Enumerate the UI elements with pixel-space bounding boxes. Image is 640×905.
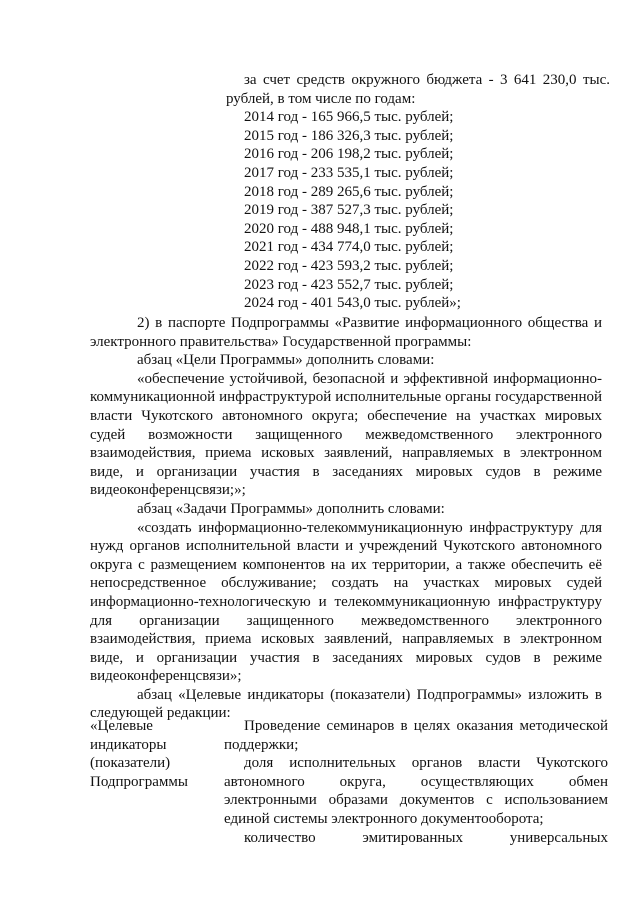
paragraph-subprogram-passport: 2) в паспорте Подпрограммы «Развитие информационного общества и электронного правительства» Государственной программы: [90, 315, 602, 350]
indicators-label-cell [90, 717, 224, 847]
budget-year-item: 2016 год - 206 198,2 тыс. рублей; [244, 146, 454, 163]
paragraph-goals-text: «обеспечение устойчивой, безопасной и эффективной информационно-коммуникационной инфраструктурой исполнительные органы государственной власти Чукотского автономного округа; обеспечение на участках мировых судей возможности защищенного межведомственного электронного взаимодействия, приема исковых заявлений, направляемых в электронном виде, и организации участия в заседаниях мировых судов в режиме видеоконференцсвязи;»; [90, 370, 602, 499]
indicator-item: Проведение семинаров в целях оказания методической поддержки; [224, 718, 608, 753]
budget-year-item: 2024 год - 401 543,0 тыс. рублей»; [244, 295, 461, 312]
budget-block [226, 71, 610, 313]
paragraph-tasks-text: «создать информационно-телекоммуникационную инфраструктуру для нужд органов исполнительной власти и учреждений Чукотского автономного округа с размещением компонентов на их территории, а также обеспечить её непосредственное обслуживание; создать на участках мировых судей информационно-технологическую и телекоммуникационную инфраструктуру для организации защищенного межведомственного электронного взаимодействия, приема исковых заявлений, направляемых в электронном виде, и организации участия в заседаниях мировых судов в режиме видеоконференцсвязи»; [90, 519, 602, 685]
indicators-table [90, 717, 610, 847]
budget-year-item: 2015 год - 186 326,3 тыс. рублей; [244, 127, 454, 144]
budget-year-item: 2021 год - 434 774,0 тыс. рублей; [244, 239, 454, 256]
indicator-item: доля исполнительных органов власти Чукотского автономного округа, осуществляющих обмен электронными образами документов с использованием единой системы электронного документооборота; [224, 755, 608, 827]
budget-year-item: 2023 год - 423 552,7 тыс. рублей; [244, 276, 454, 293]
budget-year-item: 2020 год - 488 948,1 тыс. рублей; [244, 220, 454, 237]
budget-year-list [226, 108, 610, 313]
budget-year-item: 2017 год - 233 535,1 тыс. рублей; [244, 164, 454, 181]
budget-year-item: 2022 год - 423 593,2 тыс. рублей; [244, 257, 454, 274]
budget-year-item: 2018 год - 289 265,6 тыс. рублей; [244, 183, 454, 200]
paragraph-indicators-heading: абзац «Целевые индикаторы (показатели) Подпрограммы» изложить в следующей редакции: [90, 686, 602, 722]
indicators-label-line: «Целевые [90, 718, 153, 734]
paragraph-goals-heading: абзац «Цели Программы» дополнить словами: [137, 352, 435, 369]
indicators-label-line: (показатели) [90, 755, 171, 772]
indicators-label-line: Подпрограммы [90, 773, 188, 790]
indicator-item: количество эмитированных универсальных [244, 829, 608, 846]
indicators-label-line: индикаторы [90, 736, 167, 753]
paragraph-tasks-heading: абзац «Задачи Программы» дополнить словами: [137, 500, 445, 517]
amendments-section [90, 314, 602, 723]
budget-intro: за счет средств окружного бюджета - 3 641 230,0 тыс. рублей, в том числе по годам: [226, 72, 610, 107]
indicators-content-cell [224, 717, 608, 847]
budget-year-item: 2014 год - 165 966,5 тыс. рублей; [244, 109, 454, 126]
budget-year-item: 2019 год - 387 527,3 тыс. рублей; [244, 202, 454, 219]
